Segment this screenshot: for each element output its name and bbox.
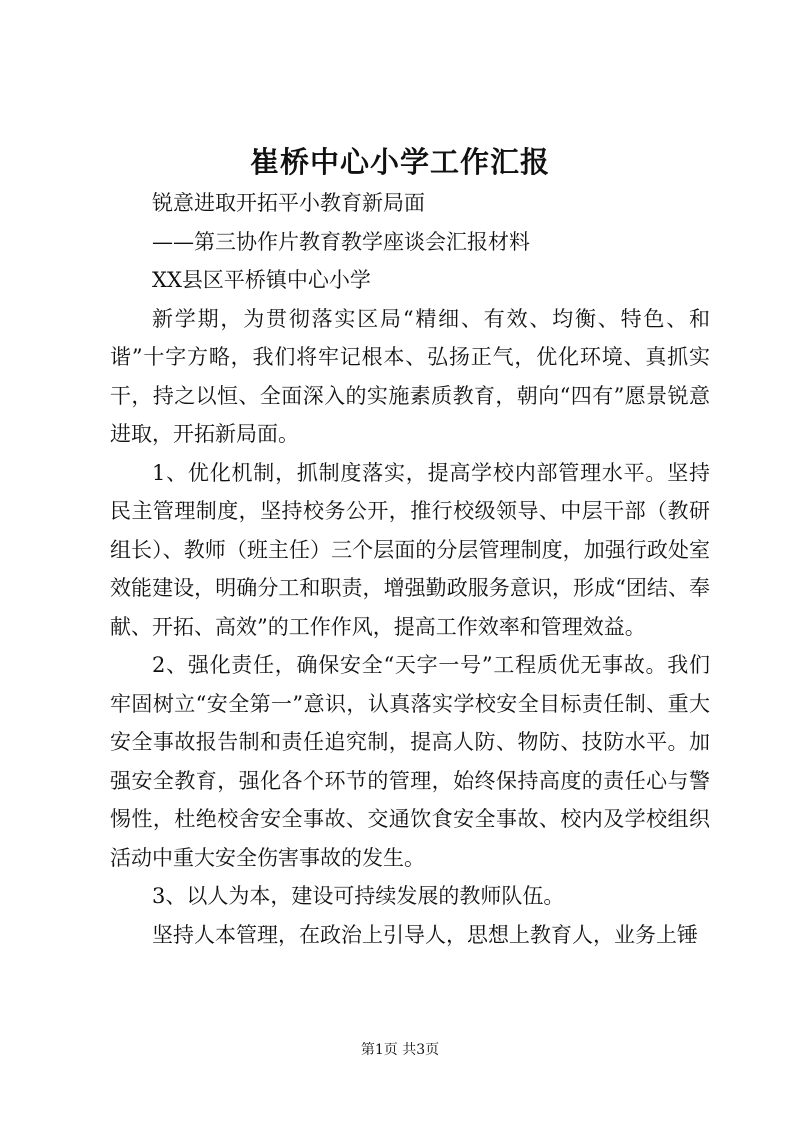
subtitle-line-2: ——第三协作片教育教学座谈会汇报材料 [152, 229, 530, 254]
paragraph-item-1: 1、优化机制，抓制度落实，提高学校内部管理水平。坚持民主管理制度，坚持校务公开，推行校级领导、中层干部（教研组长）、教师（班主任）三个层面的分层管理制度，加强行政处室效能建设，明确分工和职责，增强勤政服务意识，形成“团结、奉献、开拓、高效”的工作作风，提高工作效率和管理效益。 [110, 460, 710, 639]
paragraph-item-3: 3、以人为本，建设可持续发展的教师队伍。 [152, 884, 565, 908]
paragraph-intro: 新学期，为贯彻落实区局“精细、有效、均衡、特色、和谐”十字方略，我们将牢记根本、弘扬正气，优化环境、真抓实干，持之以恒、全面深入的实施素质教育，朝向“四有”愿景锐意进取，开拓新局面。 [110, 306, 710, 446]
document-title: 崔桥中心小学工作汇报 [249, 145, 550, 179]
paragraph-continued: 坚持人本管理，在政治上引导人，思想上教育人，业务上锤 [152, 922, 698, 947]
page-footer: 第1页 共3页 [360, 1042, 440, 1058]
paragraph-item-2: 2、强化责任，确保安全“天字一号”工程质优无事故。我们牢固树立“安全第一”意识，认真落实学校安全目标责任制、重大安全事故报告制和责任追究制，提高人防、物防、技防水平。加强安全教育，强化各个环节的管理，始终保持高度的责任心与警惕性，杜绝校舍安全事故、交通饮食安全事故、校内及学校组织活动中重大安全伤害事故的发生。 [110, 653, 710, 870]
school-name: XX县区平桥镇中心小学 [152, 268, 371, 292]
document-body [110, 184, 710, 954]
subtitle: 锐意进取开拓平小教育新局面 [152, 191, 425, 215]
